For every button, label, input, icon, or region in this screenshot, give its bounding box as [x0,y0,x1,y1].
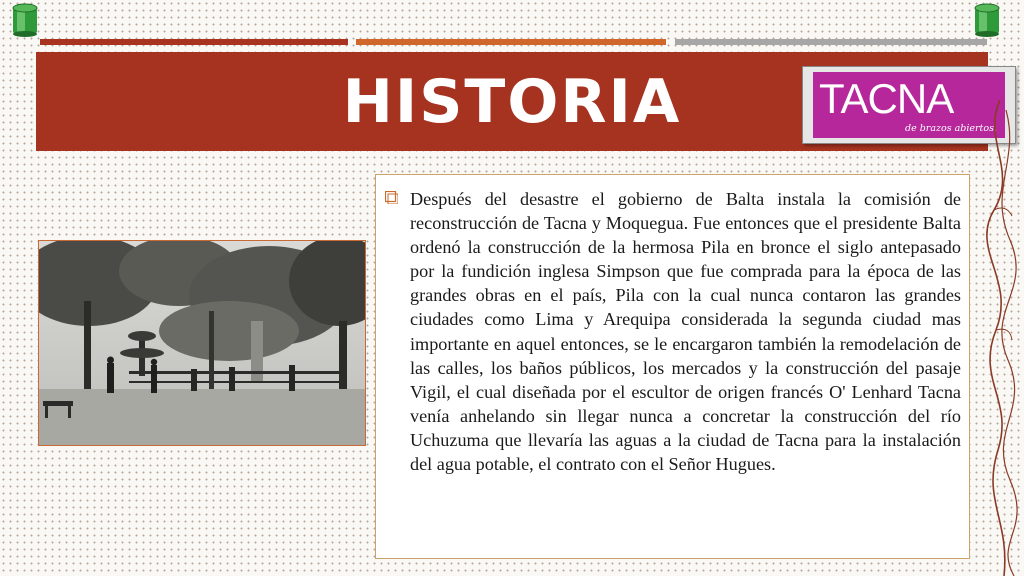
decorative-vine-icon [980,100,1024,576]
history-paragraph: Después del desastre el gobierno de Balta instala la comisión de reconstrucción de Tacna y Moquegua. Fue entonces que el presidente Balta ordenó la construcción de la hermosa Pila en bronce el siglo antepasado por la fundición inglesa Simpson que fue comprada para la época de las grandes obras en el país, Pila con la cual nunca contaron las grandes ciudades como Lima y Arequipa considerada la segunda ciudad mas importante en aquel entonces, se le encargaron también la remodelación de las calles, los baños públicos, los mercados y la construcción del pasaje Vigil, el cual diseñada por el escultor de origen francés O' Lenhard Tacna venía anhelando sin llegar nunca a concretar la construcción del río Uchuzuma que llevaría las aguas a la ciudad de Tacna para la instalación del agua potable, el contrato con el Señor Hugues. [410,189,961,475]
top-accent-bar-orange [356,39,666,45]
page-title: HISTORIA [342,67,682,137]
logo-background [813,72,1005,138]
history-text-box [375,174,970,559]
plaza-photo-illustration [39,241,365,445]
top-accent-bar-red [40,39,348,45]
logo-tagline: de brazos abiertos. [904,123,997,134]
green-scroll-icon [970,2,1004,38]
checkbox-bullet-icon [385,191,398,204]
top-accent-bar-gray [675,39,987,45]
green-scroll-icon [8,2,42,38]
historic-plaza-photo [38,240,366,446]
logo-word: TACNA [819,75,954,122]
